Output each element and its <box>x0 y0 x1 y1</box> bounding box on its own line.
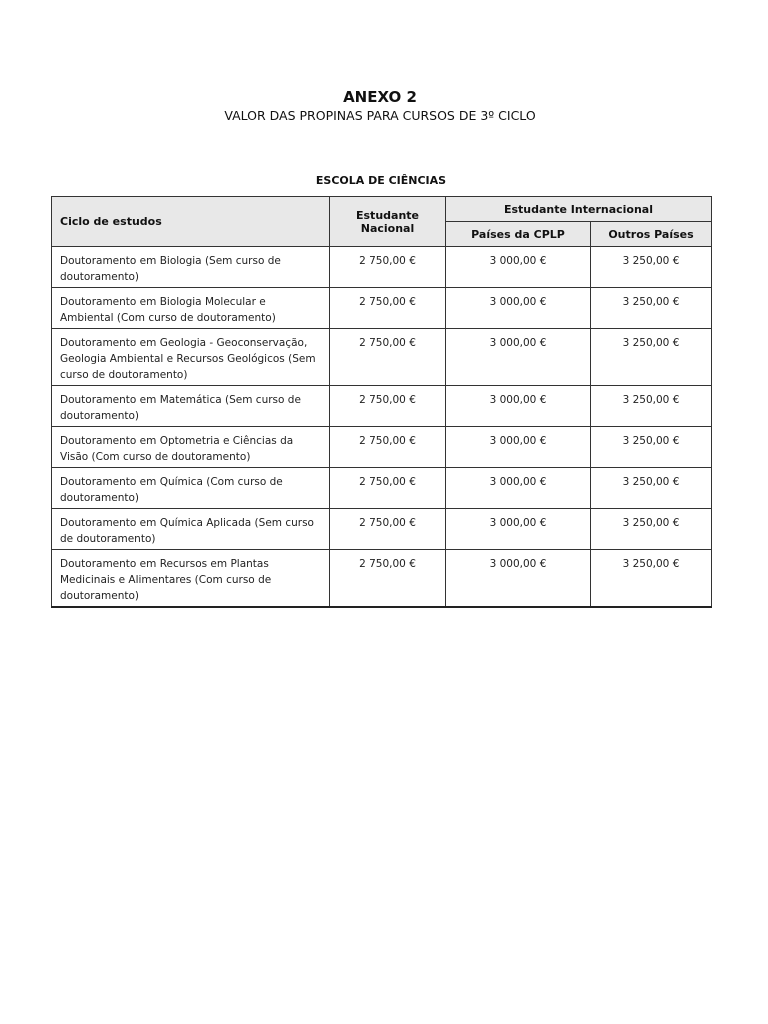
course-name: Doutoramento em Recursos em Plantas Medicinais e Alimentares (Com curso de doutoramento) <box>52 550 330 608</box>
course-name: Doutoramento em Química Aplicada (Sem curso de doutoramento) <box>52 509 330 550</box>
course-name: Doutoramento em Geologia - Geoconservação, Geologia Ambiental e Recursos Geológicos (Sem curso de doutoramento) <box>52 329 330 386</box>
annex-subtitle: VALOR DAS PROPINAS PARA CURSOS DE 3º CICLO <box>224 108 536 123</box>
table-row <box>52 550 712 608</box>
fee-cplp: 3 000,00 € <box>446 329 591 386</box>
header-cplp: Países da CPLP <box>446 222 591 247</box>
course-name: Doutoramento em Biologia (Sem curso de doutoramento) <box>52 247 330 288</box>
course-name: Doutoramento em Matemática (Sem curso de doutoramento) <box>52 386 330 427</box>
fee-cplp: 3 000,00 € <box>446 427 591 468</box>
table-row <box>52 386 712 427</box>
fee-national: 2 750,00 € <box>330 427 446 468</box>
table-row <box>52 329 712 386</box>
fee-national: 2 750,00 € <box>330 468 446 509</box>
school-heading: ESCOLA DE CIÊNCIAS <box>315 174 447 187</box>
header-national <box>330 197 446 247</box>
fee-others: 3 250,00 € <box>591 550 712 608</box>
header-course: Ciclo de estudos <box>52 197 330 247</box>
fee-others: 3 250,00 € <box>591 386 712 427</box>
fee-others: 3 250,00 € <box>591 427 712 468</box>
fee-cplp: 3 000,00 € <box>446 550 591 608</box>
header-national-line2: Nacional <box>360 221 415 235</box>
table-row <box>52 247 712 288</box>
table-row <box>52 427 712 468</box>
fee-national: 2 750,00 € <box>330 247 446 288</box>
table-row <box>52 468 712 509</box>
course-name: Doutoramento em Biologia Molecular e Ambiental (Com curso de doutoramento) <box>52 288 330 329</box>
fee-national: 2 750,00 € <box>330 329 446 386</box>
course-name: Doutoramento em Química (Com curso de doutoramento) <box>52 468 330 509</box>
fee-cplp: 3 000,00 € <box>446 509 591 550</box>
fee-national: 2 750,00 € <box>330 386 446 427</box>
annex-title: ANEXO 2 <box>343 88 417 106</box>
fee-others: 3 250,00 € <box>591 468 712 509</box>
fee-national: 2 750,00 € <box>330 550 446 608</box>
fee-cplp: 3 000,00 € <box>446 288 591 329</box>
fee-others: 3 250,00 € <box>591 329 712 386</box>
fee-others: 3 250,00 € <box>591 247 712 288</box>
header-national-line1: Estudante <box>356 208 419 222</box>
table-row <box>52 509 712 550</box>
fee-cplp: 3 000,00 € <box>446 247 591 288</box>
fee-others: 3 250,00 € <box>591 288 712 329</box>
fee-cplp: 3 000,00 € <box>446 386 591 427</box>
fee-cplp: 3 000,00 € <box>446 468 591 509</box>
fee-others: 3 250,00 € <box>591 509 712 550</box>
fees-table <box>51 196 712 608</box>
course-name: Doutoramento em Optometria e Ciências da Visão (Com curso de doutoramento) <box>52 427 330 468</box>
header-international: Estudante Internacional <box>446 197 712 222</box>
header-others: Outros Países <box>591 222 712 247</box>
fee-national: 2 750,00 € <box>330 509 446 550</box>
table-row <box>52 288 712 329</box>
fee-national: 2 750,00 € <box>330 288 446 329</box>
